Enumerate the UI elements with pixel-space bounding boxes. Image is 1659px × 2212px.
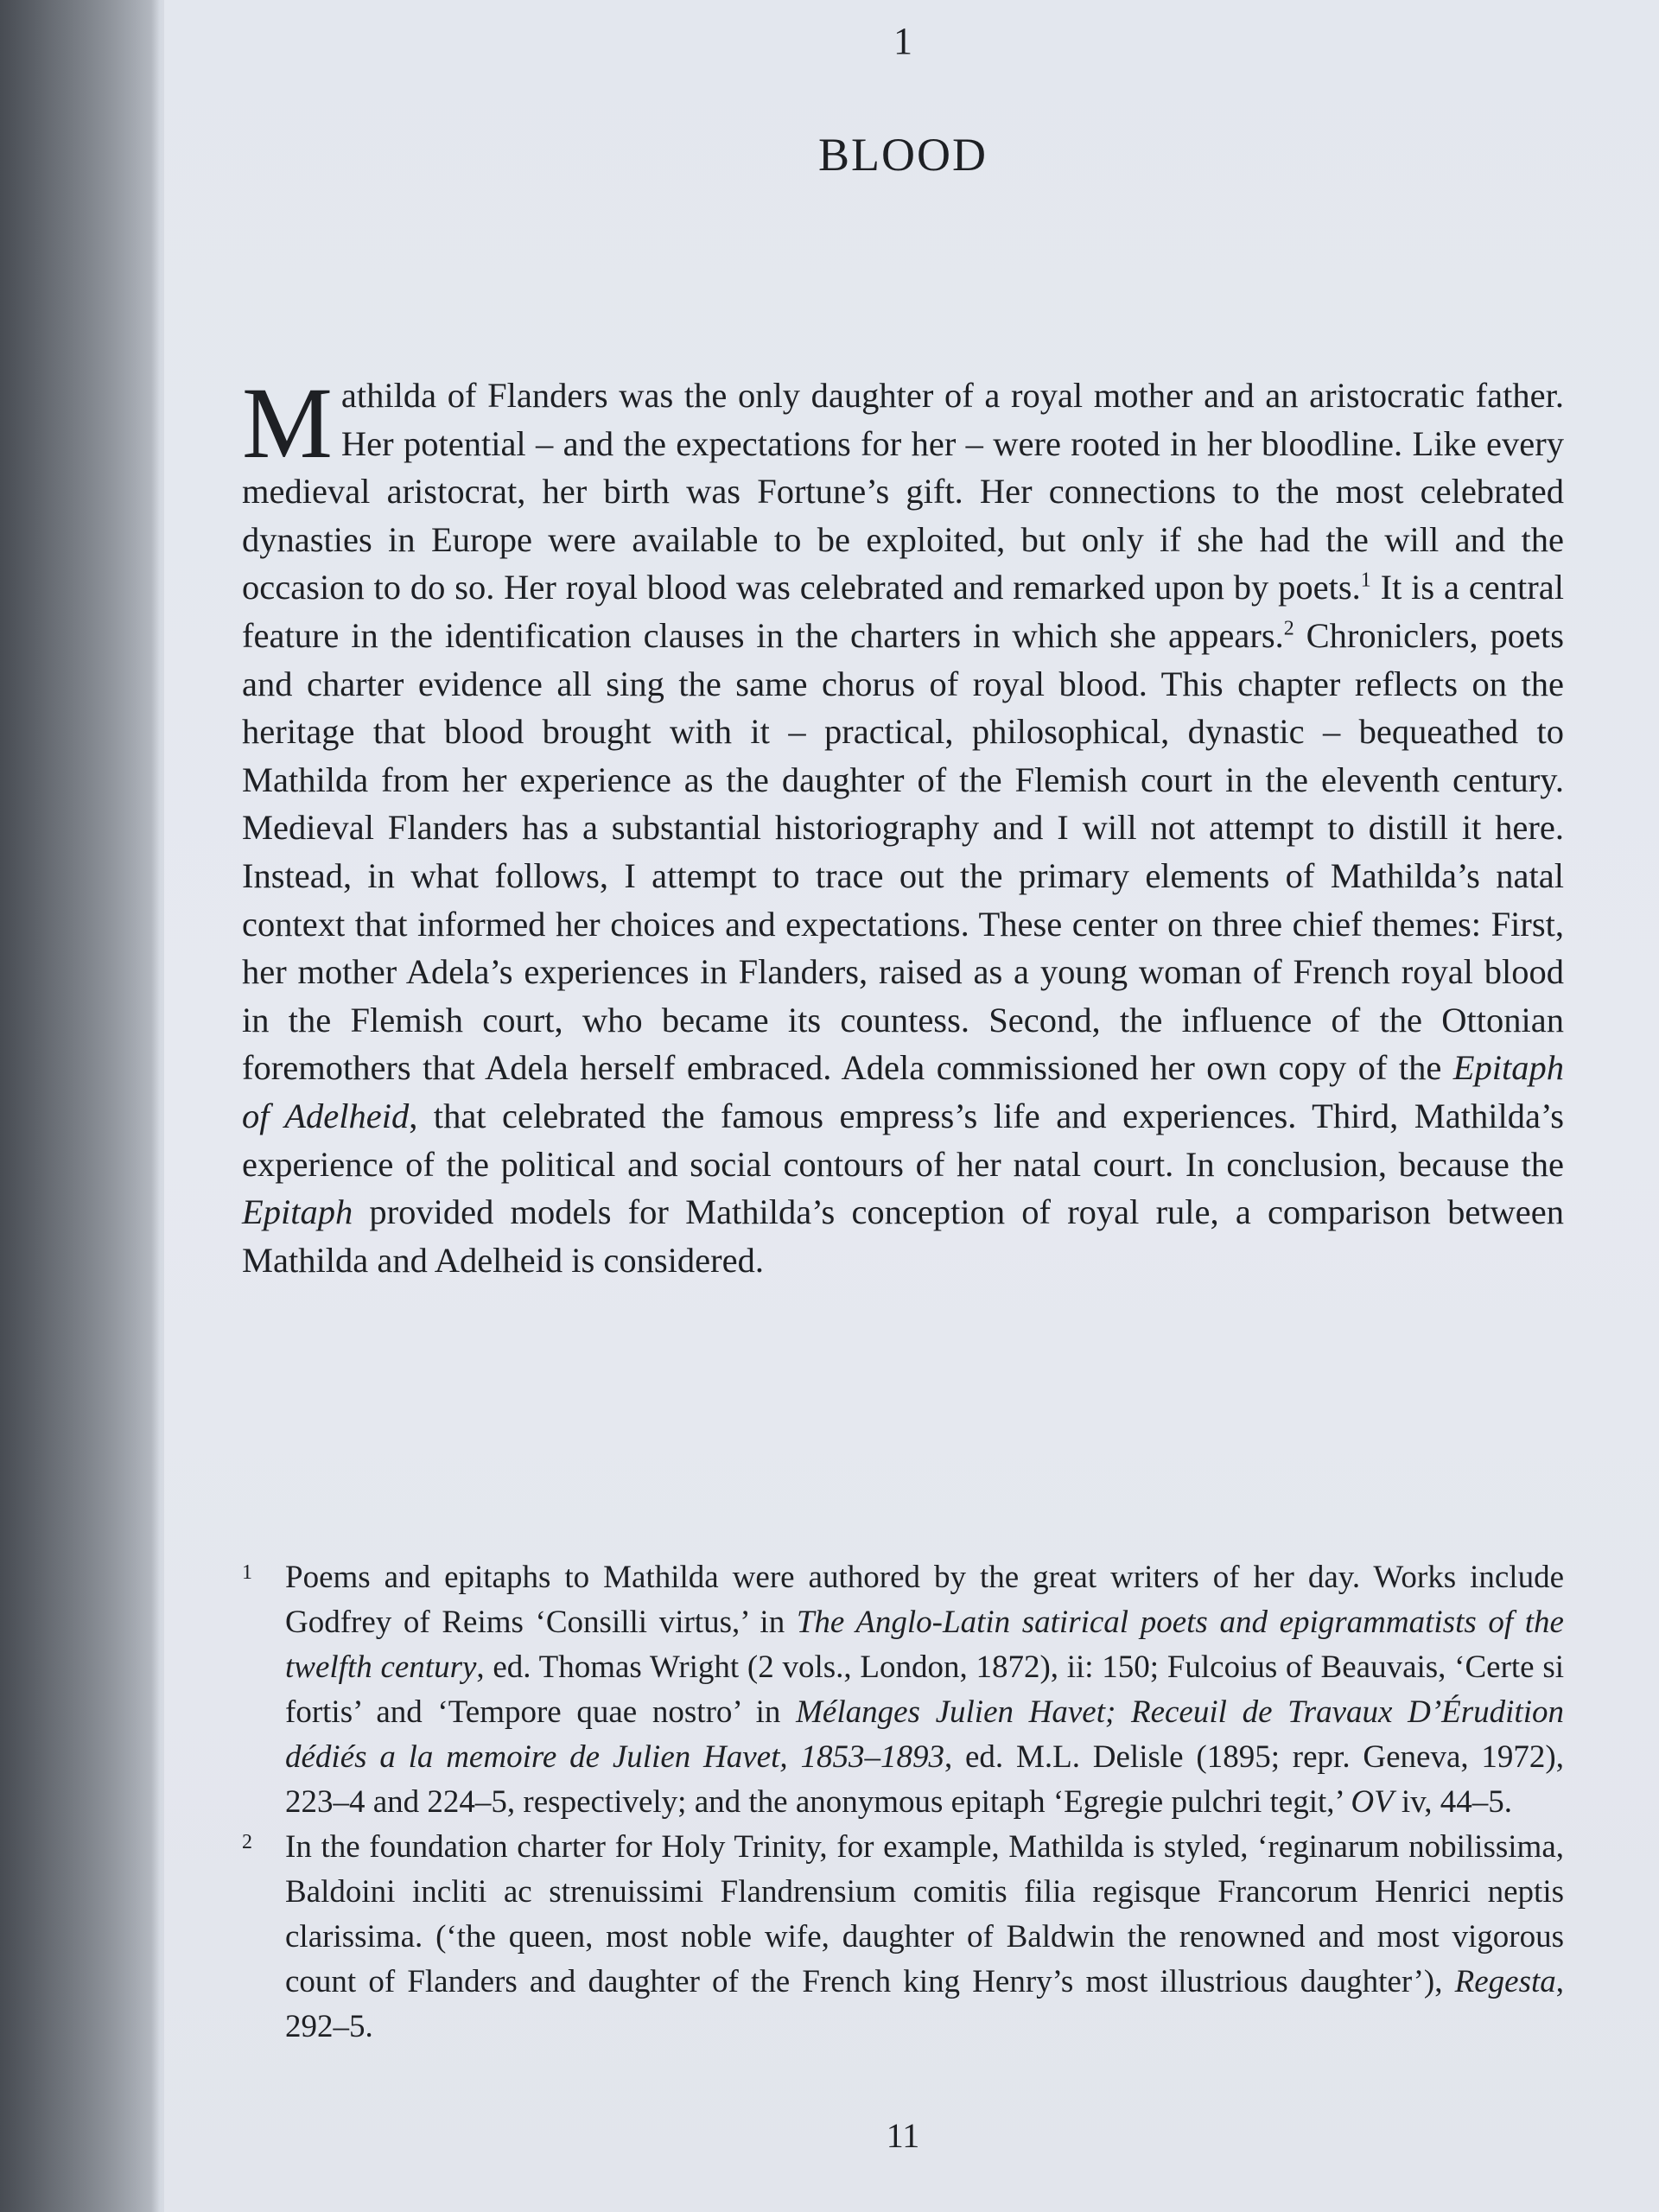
body-text-part-2: It is a central feature in the identification clauses in the charters in which she appears. [242, 568, 1564, 655]
title-epitaph: Epitaph [242, 1192, 353, 1232]
page-number: 11 [886, 2116, 920, 2155]
footnote-marker: 1 [242, 1561, 252, 1584]
footnote-italic: Mélanges Julien Havet; Receuil de Travaux D’Érudition dédiés a la memoire de Julien Havet, 1853–1893 [285, 1694, 1564, 1775]
footnote-italic: OV [1351, 1784, 1394, 1820]
chapter-number: 1 [893, 20, 912, 62]
book-gutter [0, 0, 164, 2212]
footnote-text: iv, 44–5. [1393, 1784, 1513, 1820]
body-text-part-3: Chroniclers, poets and charter evidence all sing the same chorus of royal blood. This chapter reflects on the heritage that blood brought with it – practical, philosophical, dynastic – bequeathed to Mathilda from her experience as the daughter of the Flemish court in the eleventh century. Medieval Flanders has a substantial historiography and I will not attempt to distill it here. Instead, in what follows, I attempt to trace out the primary elements of Mathilda’s natal context that informed her choices and expectations. These center on three chief themes: First, her mother Adela’s experiences in Flanders, raised as a young woman of French royal blood in the Flemish court, who became its countess. Second, the influence of the Ottonian foremothers that Adela herself embraced. Adela commissioned her own copy of the [242, 615, 1564, 1088]
footnote-marker: 2 [242, 1831, 252, 1853]
footnote-ref-1[interactable]: 1 [1360, 569, 1371, 592]
body-text-part-4: , that celebrated the famous empress’s life and experiences. Third, Mathilda’s experience of the political and social contours of her natal court. In conclusion, because the [242, 1096, 1564, 1184]
footnote-2 [242, 1825, 1564, 2050]
footnotes-list [242, 1555, 1564, 2050]
drop-cap: M [242, 366, 333, 480]
chapter-title: BLOOD [818, 129, 988, 181]
footnote-1 [242, 1555, 1564, 1825]
title-epitaph-of-adelheid: Epitaph of Adelheid [242, 1048, 1564, 1135]
footnote-text: , ed. M.L. Delisle (1895; repr. Geneva, 1972), 223–4 and 224–5, respectively; and the anonymous epitaph ‘Egregie pulchri tegit,’ [285, 1739, 1564, 1820]
footnote-italic: Regesta [1454, 1964, 1556, 1999]
footnote-text: , 292–5. [285, 1964, 1564, 2044]
body-paragraph [242, 366, 1564, 1284]
body-text-part-5: provided models for Mathilda’s conception of royal rule, a comparison between Mathilda and Adelheid is considered. [242, 1192, 1564, 1280]
footnote-text: In the foundation charter for Holy Trinity, for example, Mathilda is styled, ‘reginarum nobilissima, Baldoini incliti ac strenuissimi Flandrensium comitis filia regisque Francorum Henrici neptis clarissima. (‘the queen, most noble wife, daughter of Baldwin the renowned and most vigorous count of Flanders and daughter of the French king Henry’s most illustrious daughter’), [285, 1829, 1564, 1999]
book-page [164, 0, 1659, 2212]
footnote-text: , ed. Thomas Wright (2 vols., London, 1872), ii: 150; Fulcoius of Beauvais, ‘Certe si fortis’ and ‘Tempore quae nostro’ in [285, 1649, 1565, 1730]
footnote-italic: The Anglo-Latin satirical poets and epigrammatists of the twelfth century [285, 1605, 1564, 1685]
footnote-ref-2[interactable]: 2 [1283, 617, 1294, 640]
footnote-text: Poems and epitaphs to Mathilda were authored by the great writers of her day. Works include Godfrey of Reims ‘Consilli virtus,’ in [285, 1560, 1564, 1640]
body-text-part-1: athilda of Flanders was the only daughter of a royal mother and an aristocratic father. Her potential – and the expectations for her – were rooted in her bloodline. Like every medieval aristocrat, her birth was Fortune’s gift. Her connections to the most celebrated dynasties in Europe were available to be exploited, but only if she had the will and the occasion to do so. Her royal blood was celebrated and remarked upon by poets. [242, 376, 1564, 607]
